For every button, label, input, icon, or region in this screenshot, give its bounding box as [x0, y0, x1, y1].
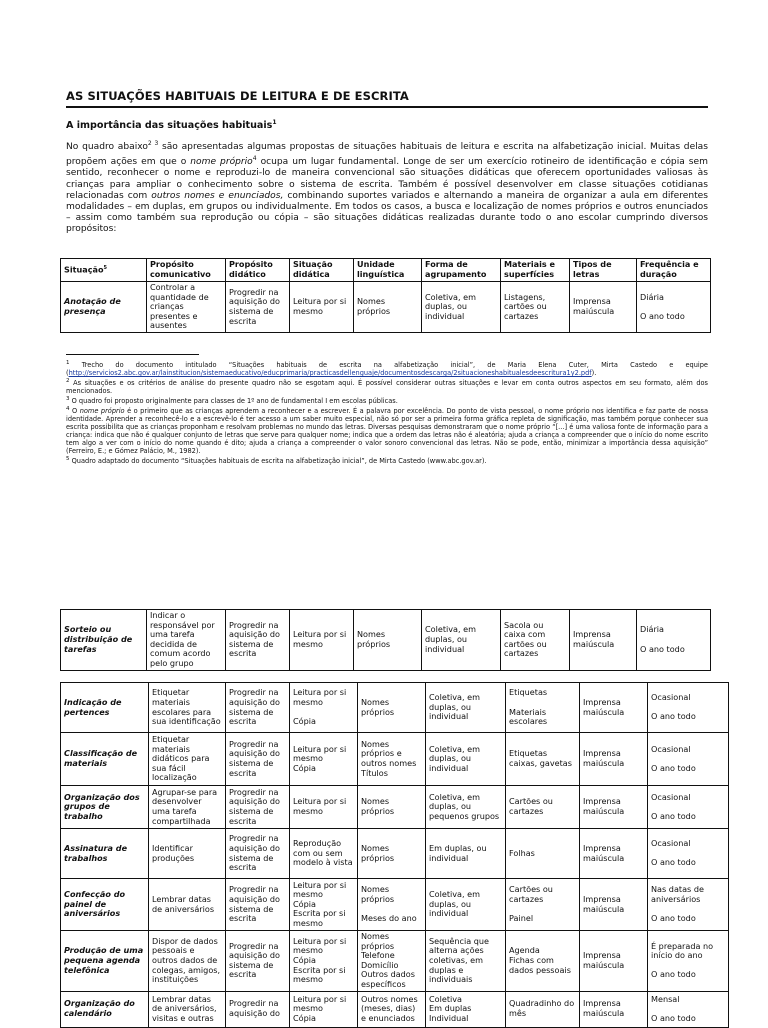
table-cell: Nomes próprios Meses do ano [358, 879, 426, 931]
situations-table-page2-top [60, 609, 711, 671]
table-cell: Dispor de dados pessoais e outros dados de colegas, amigos, instituições [149, 931, 226, 992]
footnote-link[interactable]: http://servicios2.abc.gov.ar/lainstitucion/sistemaeducativo/educprimaria/practicasdellenguaje/documentosdescarga/2situacioneshabitualesdeescritura1y2.pdf [68, 369, 592, 378]
footnote-3: $^3$ O quadro foi proposto originalmente para classes de 1º ano de fundamental I em escolas públicas. [66, 396, 398, 406]
table-row [61, 610, 711, 671]
table-cell: Etiquetas caixas, gavetas [506, 733, 580, 786]
table-cell: Diária O ano todo [637, 282, 711, 333]
table-cell: Leitura por si mesmo [290, 610, 354, 671]
table-cell: Progredir na aquisição do sistema de escrita [226, 683, 290, 733]
table-cell: Imprensa maiúscula [580, 683, 648, 733]
table-cell: Reprodução com ou sem modelo à vista [290, 829, 358, 879]
table-cell: Leitura por si mesmo Cópia [290, 733, 358, 786]
table-cell: Nomes próprios [354, 610, 422, 671]
table-cell: Imprensa maiúscula [580, 786, 648, 829]
table-cell: Nomes próprios [358, 829, 426, 879]
table-row [61, 733, 729, 786]
table-cell: Produção de uma pequena agenda telefônica [61, 931, 149, 992]
table-cell: Diária O ano todo [637, 610, 711, 671]
table-cell: Leitura por si mesmo Cópia [290, 683, 358, 733]
table-cell: Cartões ou cartazes Painel [506, 879, 580, 931]
table-cell: Indicação de pertences [61, 683, 149, 733]
table-cell: Identificar produções [149, 829, 226, 879]
header-cell: Frequência e duração [637, 259, 711, 282]
table-cell: Organização do calendário [61, 991, 149, 1027]
table-cell: Coletiva Em duplas Individual [426, 991, 506, 1027]
table-cell: Sorteio ou distribuição de tarefas [61, 610, 147, 671]
table-cell: Mensal O ano todo [648, 991, 729, 1027]
table-cell: Nomes próprios [354, 282, 422, 333]
table-cell: Leitura por si mesmo Cópia Escrita por si mesmo [290, 879, 358, 931]
table-cell: Progredir na aquisição do sistema de escrita [226, 879, 290, 931]
table-cell: Ocasional O ano todo [648, 733, 729, 786]
page-title: AS SITUAÇÕES HABITUAIS DE LEITURA E DE ESCRITA [66, 89, 409, 103]
header-cell: Unidade linguística [354, 259, 422, 282]
table-cell: Lembrar datas de aniversários, visitas e outras [149, 991, 226, 1027]
table-cell: Imprensa maiúscula [570, 610, 637, 671]
table-cell: Ocasional O ano todo [648, 786, 729, 829]
table-cell: Assinatura de trabalhos [61, 829, 149, 879]
table-cell: Leitura por si mesmo [290, 282, 354, 333]
table-row [61, 683, 729, 733]
table-cell: Imprensa maiúscula [570, 282, 637, 333]
table-row [61, 282, 711, 333]
table-cell: Nomes próprios [358, 786, 426, 829]
table-cell: Imprensa maiúscula [580, 733, 648, 786]
table-cell: Cartões ou cartazes [506, 786, 580, 829]
table-cell: Progredir na aquisição do sistema de escrita [226, 931, 290, 992]
table-cell: Coletiva, em duplas, ou individual [426, 733, 506, 786]
table-cell: Leitura por si mesmo Cópia Escrita por si mesmo [290, 931, 358, 992]
table-row [61, 991, 729, 1027]
table-cell: Sacola ou caixa com cartões ou cartazes [501, 610, 570, 671]
table-cell: Outros nomes (meses, dias) e enunciados [358, 991, 426, 1027]
table-cell: É preparada no início do ano O ano todo [648, 931, 729, 992]
footnote-2: $^2$ As situações e os critérios de análise do presente quadro não se esgotam aqui. É possível considerar outras situações e levar em conta outros aspectos em seu formato, além dos mencionados. [66, 378, 708, 396]
table-cell: Agenda Fichas com dados pessoais [506, 931, 580, 992]
table-cell: Coletiva, em duplas, ou individual [422, 610, 501, 671]
table-cell: Ocasional O ano todo [648, 829, 729, 879]
situations-table-page2 [60, 682, 729, 1028]
table-cell: Classificação de materiais [61, 733, 149, 786]
footnote-4: $^4$ O nome próprio é o primeiro que as crianças aprendem a reconhecer e a escrever. É a palavra por excelência. Do ponto de vista pessoal, o nome próprio nos identifica e faz parte de nossa identidade. Aprender a reconhecê-lo e a escrevê-lo é ter acesso a um saber muito especial, não só por ser a primeira forma gráfica repleta de significação, mas também porque conhecer sua escrita possibilita que as crianças proponham e resolvam problemas no mundo das letras. Diversas pesquisas demonstraram que o nome próprio “[...] é uma valiosa fonte de informação para a criança: indica que não é qualquer conjunto de letras que serve para qualquer nome; indica que a ordem das letras não é aleatória; ajuda a criança a compreender que o início do nome escrito tem algo a ver com o início do nome quando é dito; ajuda a criança a compreender o valor sonoro convencional das letras. Não se pode, então, minimizar a importância dessa aquisição” (Ferreiro, E.; e Gómez Palácio, M., 1982). [66, 406, 708, 455]
table-cell: Etiquetar materiais escolares para sua identificação [149, 683, 226, 733]
table-cell: Organização dos grupos de trabalho [61, 786, 149, 829]
table-cell: Nomes próprios Telefone Domicílio Outros dados específicos [358, 931, 426, 992]
table-cell: Nomes próprios e outros nomes Títulos [358, 733, 426, 786]
table-cell: Imprensa maiúscula [580, 931, 648, 992]
table-cell: Coletiva, em duplas, ou individual [422, 282, 501, 333]
table-cell: Imprensa maiúscula [580, 879, 648, 931]
header-cell: Propósito didático [226, 259, 290, 282]
table-cell: Progredir na aquisição do sistema de escrita [226, 786, 290, 829]
table-cell: Progredir na aquisição do sistema de escrita [226, 733, 290, 786]
table-cell: Quadradinho do mês [506, 991, 580, 1027]
footnote-1: $^1$ Trecho do documento intitulado “Situações habituais de escrita na alfabetização inicial”, de Maria Elena Cuter, Mirta Castedo e equipe (http://servicios2.abc.gov.ar/lainstitucion/sistemaeducativo/educprimaria/practicasdellenguaje/documentosdescarga/2situacioneshabitualesdeescritura1y2.pdf). [66, 360, 708, 378]
table-cell: Indicar o responsável por uma tarefa decidida de comum acordo pelo grupo [147, 610, 226, 671]
header-cell: Tipos de letras [570, 259, 637, 282]
table-cell: Anotação de presença [61, 282, 147, 333]
table-cell: Confecção do painel de aniversários [61, 879, 149, 931]
footnote-5: $^5$ Quadro adaptado do documento “Situações habituais de escrita na alfabetização inicial”, de Mirta Castedo (www.abc.gov.ar). [66, 455, 487, 465]
header-cell: Situação didática [290, 259, 354, 282]
table-cell: Etiquetar materiais didáticos para sua fácil localização [149, 733, 226, 786]
title-divider [66, 106, 708, 108]
table-cell: Imprensa maiúscula [580, 991, 648, 1027]
table-header-row [61, 259, 711, 282]
footnotes [66, 360, 708, 466]
table-cell: Em duplas, ou individual [426, 829, 506, 879]
header-cell: Situação$^5$ [61, 259, 147, 282]
situations-table-page1 [60, 258, 711, 333]
table-cell: Folhas [506, 829, 580, 879]
header-cell: Propósito comunicativo [147, 259, 226, 282]
header-cell: Forma de agrupamento [422, 259, 501, 282]
section-subtitle: A importância das situações habituais$^1$ [66, 119, 277, 132]
table-cell: Progredir na aquisição do sistema de escrita [226, 829, 290, 879]
table-cell: Progredir na aquisição do sistema de escrita [226, 282, 290, 333]
table-cell: Coletiva, em duplas, ou individual [426, 879, 506, 931]
table-cell: Leitura por si mesmo Cópia [290, 991, 358, 1027]
table-cell: Coletiva, em duplas, ou pequenos grupos [426, 786, 506, 829]
intro-paragraph: No quadro abaixo$^{2 3}$ são apresentadas algumas propostas de situações habituais de leitura e escrita na alfabetização inicial. Muitas delas propõem ações em que o nome próprio$^4$ ocupa um lugar fundamental. Longe de ser um exercício rotineiro de identificação e cópia sem sentido, reconhecer o nome e reproduzi-lo de maneira convencional são situações didáticas que oferecem oportunidades valiosas às crianças para ampliar o conhecimento sobre o sistema de escrita. Também é possível desenvolver em classe situações cotidianas relacionadas com outros nomes e enunciados, combinando suportes variados e alternando a maneira de organizar a aula em diferentes modalidades – em duplas, em grupos ou individualmente. Em todos os casos, a busca e localização de nomes próprios e outros enunciados – assim como também sua reprodução ou cópia – são situações didáticas realizadas durante todo o ano escolar cumprindo diversos propósitos: [66, 140, 708, 235]
table-cell: Sequência que alterna ações coletivas, em duplas e individuais [426, 931, 506, 992]
table-cell: Imprensa maiúscula [580, 829, 648, 879]
table-cell: Nomes próprios [358, 683, 426, 733]
table-row [61, 786, 729, 829]
table-cell: Controlar a quantidade de crianças presentes e ausentes [147, 282, 226, 333]
table-cell: Progredir na aquisição do sistema de escrita [226, 610, 290, 671]
table-cell: Agrupar-se para desenvolver uma tarefa compartilhada [149, 786, 226, 829]
table-cell: Leitura por si mesmo [290, 786, 358, 829]
table-cell: Listagens, cartões ou cartazes [501, 282, 570, 333]
table-row [61, 829, 729, 879]
table-cell: Progredir na aquisição do [226, 991, 290, 1027]
table-cell: Nas datas de aniversários O ano todo [648, 879, 729, 931]
header-cell: Materiais e superfícies [501, 259, 570, 282]
table-row [61, 879, 729, 931]
table-row [61, 931, 729, 992]
table-cell: Lembrar datas de aniversários [149, 879, 226, 931]
table-cell: Etiquetas Materiais escolares [506, 683, 580, 733]
table-cell: Ocasional O ano todo [648, 683, 729, 733]
table-cell: Coletiva, em duplas, ou individual [426, 683, 506, 733]
footnote-divider [66, 354, 199, 355]
